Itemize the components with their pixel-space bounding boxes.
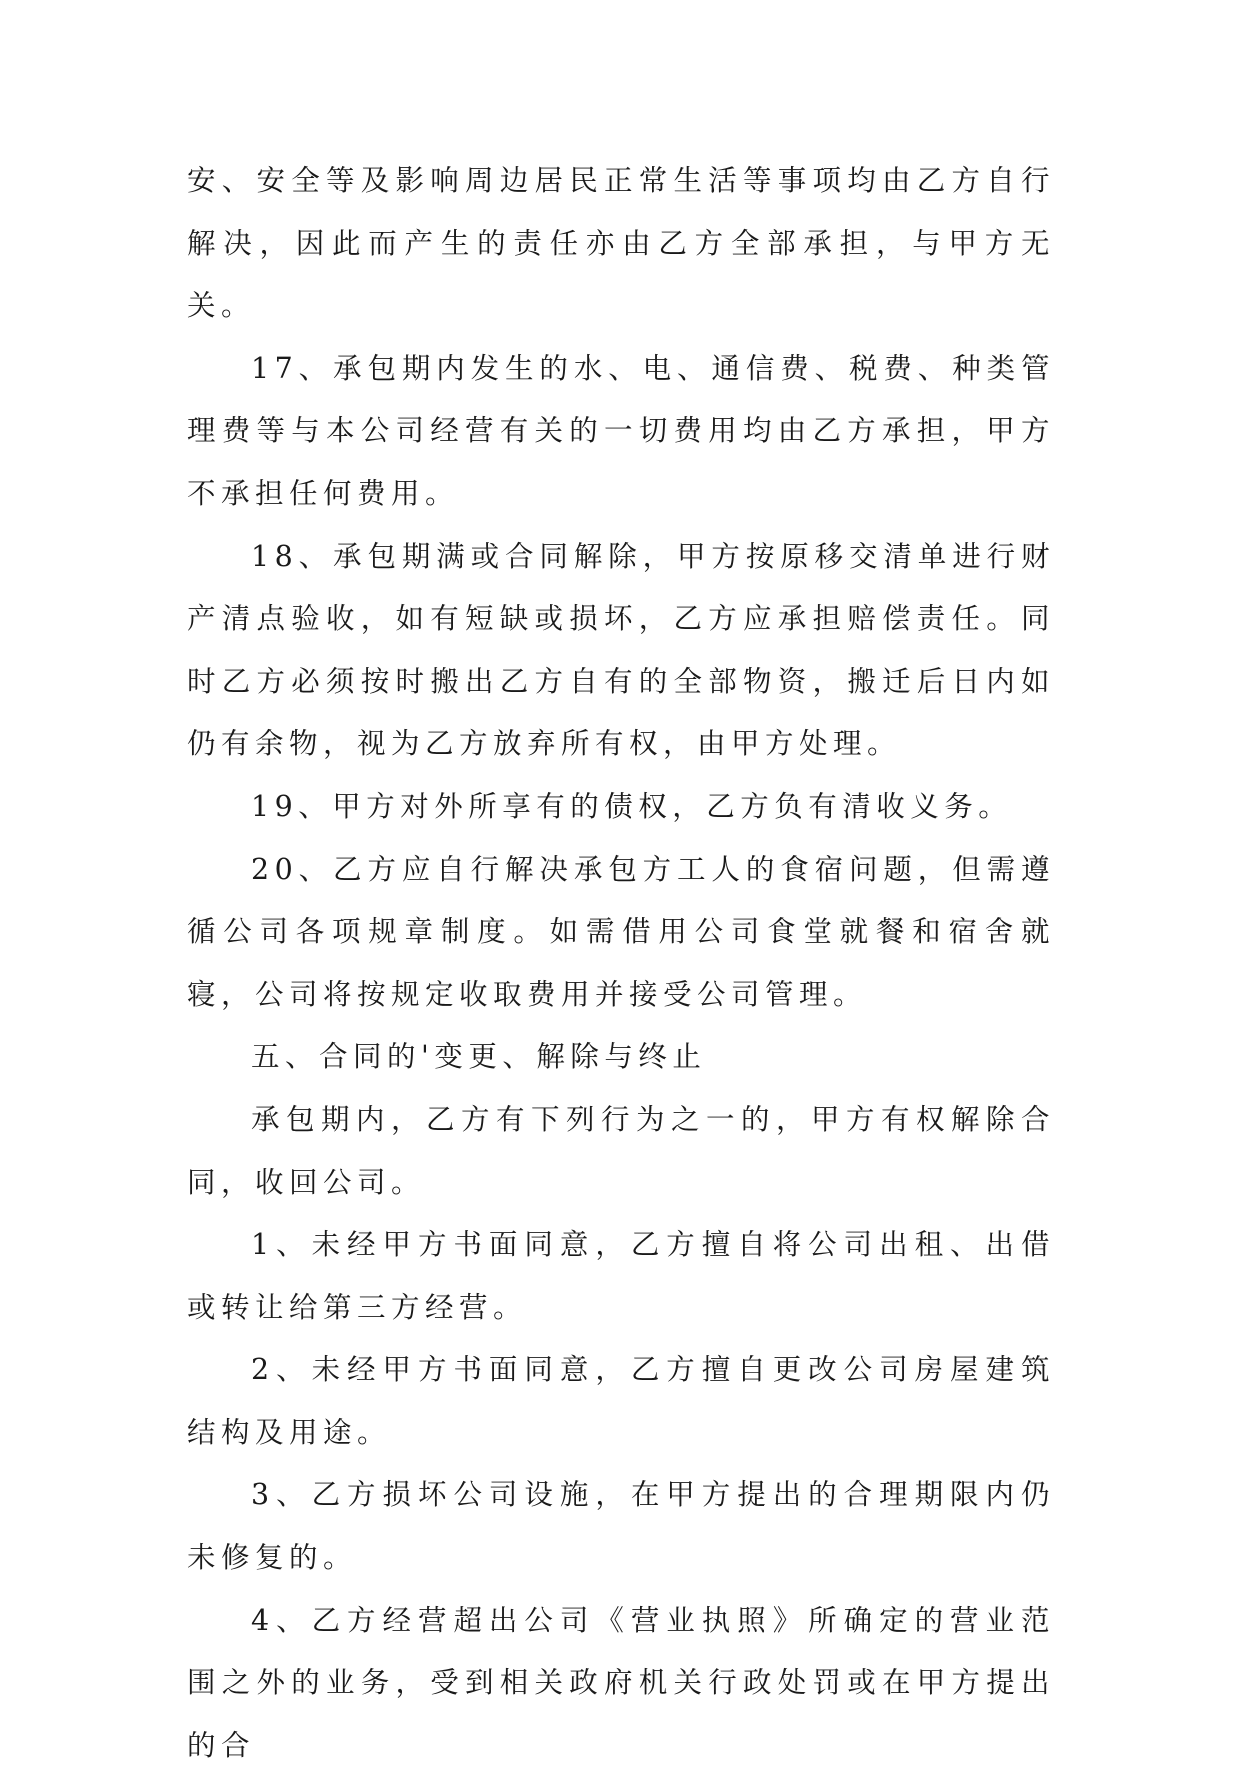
paragraph-item-1: 1、未经甲方书面同意，乙方擅自将公司出租、出借或转让给第三方经营。 xyxy=(187,1228,1055,1324)
paragraph-item-4: 4、乙方经营超出公司《营业执照》所确定的营业范围之外的业务，受到相关政府机关行政处罚或在甲方提出的合 xyxy=(187,1603,1055,1762)
paragraph-clause-18: 18、承包期满或合同解除，甲方按原移交清单进行财产清点验收，如有短缺或损坏，乙方应承担赔偿责任。同时乙方必须按时搬出乙方自有的全部物资，搬迁后日内如仍有余物，视为乙方放弃所有权，由甲方处理。 xyxy=(187,539,1055,761)
paragraph-clause-19: 19、甲方对外所享有的债权，乙方负有清收义务。 xyxy=(251,789,1013,823)
paragraph-item-2: 2、未经甲方书面同意，乙方擅自更改公司房屋建筑结构及用途。 xyxy=(187,1353,1055,1449)
paragraph-item-3: 3、乙方损坏公司设施，在甲方提出的合理期限内仍未修复的。 xyxy=(187,1478,1055,1575)
document-body xyxy=(187,150,1055,1777)
paragraph-continuation: 安、安全等及影响周边居民正常生活等事项均由乙方自行解决，因此而产生的责任亦由乙方全部承担，与甲方无关。 xyxy=(187,164,1055,323)
paragraph-clause-17: 17、承包期内发生的水、电、通信费、税费、种类管理费等与本公司经营有关的一切费用均由乙方承担，甲方不承担任何费用。 xyxy=(187,351,1055,510)
section-heading-5: 五、合同的'变更、解除与终止 xyxy=(251,1040,707,1074)
paragraph-clause-20: 20、乙方应自行解决承包方工人的食宿问题，但需遵循公司各项规章制度。如需借用公司食堂就餐和宿舍就寝，公司将按规定收取费用并接受公司管理。 xyxy=(187,852,1055,1011)
paragraph-termination-intro: 承包期内，乙方有下列行为之一的，甲方有权解除合同，收回公司。 xyxy=(187,1102,1055,1199)
